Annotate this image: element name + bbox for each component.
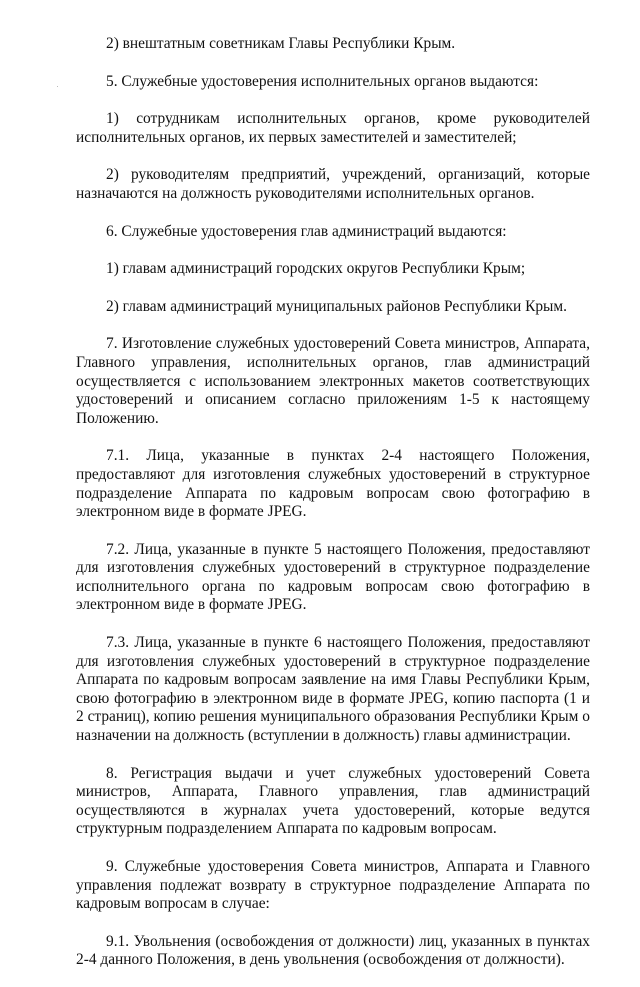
document-body (76, 35, 590, 987)
scan-mark (57, 86, 58, 87)
paragraph-8: 8. Регистрация выдачи и учет служебных удостоверений Совета министров, Аппарата, Главного управления, глав администраций осуществляются в журналах учета удостоверений, которые ведутся структурным подразделением Аппарата по кадровым вопросам. (76, 764, 590, 838)
paragraph-6-item-2: 2) главам администраций муниципальных районов Республики Крым. (106, 297, 567, 315)
paragraph-9-1: 9.1. Увольнения (освобождения от должности) лиц, указанных в пунктах 2-4 данного Положения, в день увольнения (освобождения от должности). (76, 932, 590, 969)
paragraph-5-heading: 5. Служебные удостоверения исполнительных органов выдаются: (106, 72, 539, 90)
paragraph-7-2: 7.2. Лица, указанные в пункте 5 настоящего Положения, предоставляют для изготовления служебных удостоверений в структурное подразделение исполнительного органа по кадровым вопросам свою фотографию в электронном виде в формате JPEG. (76, 540, 590, 614)
paragraph-7-1: 7.1. Лица, указанные в пунктах 2-4 настоящего Положения, предоставляют для изготовления служебных удостоверений в структурное подразделение Аппарата по кадровым вопросам свою фотографию в электронном виде в формате JPEG. (76, 447, 590, 521)
paragraph-item-2-advisers: 2) внештатным советникам Главы Республики Крым. (106, 35, 456, 52)
paragraph-5-item-1: 1) сотрудникам исполнительных органов, кроме руководителей исполнительных органов, их первых заместителей и заместителей; (76, 110, 590, 146)
paragraph-7: 7. Изготовление служебных удостоверений Совета министров, Аппарата, Главного управления, исполнительных органов, глав администраций осуществляется с использованием электронных макетов соответствующих удостоверений и описанием согласно приложениям 1-5 к настоящему Положению. (76, 335, 590, 427)
paragraph-6-heading: 6. Служебные удостоверения глав администраций выдаются: (106, 222, 507, 240)
paragraph-6-item-1: 1) главам администраций городских округов Республики Крым; (106, 260, 526, 278)
paragraph-5-item-2: 2) руководителям предприятий, учреждений, организаций, которые назначаются на должность руководителями исполнительных органов. (76, 166, 590, 202)
paragraph-9: 9. Служебные удостоверения Совета министров, Аппарата и Главного управления подлежат возврату в структурное подразделение Аппарата по кадровым вопросам в случае: (76, 858, 590, 913)
paragraph-7-3: 7.3. Лица, указанные в пункте 6 настоящего Положения, предоставляют для изготовления служебных удостоверений в структурное подразделение Аппарата по кадровым вопросам заявление на имя Главы Республики Крым, свою фотографию в электронном виде в формате JPEG, копию паспорта (1 и 2 страниц), копию решения муниципального образования Республики Крым о назначении на должность (вступлении в должность) главы администрации. (76, 634, 590, 745)
